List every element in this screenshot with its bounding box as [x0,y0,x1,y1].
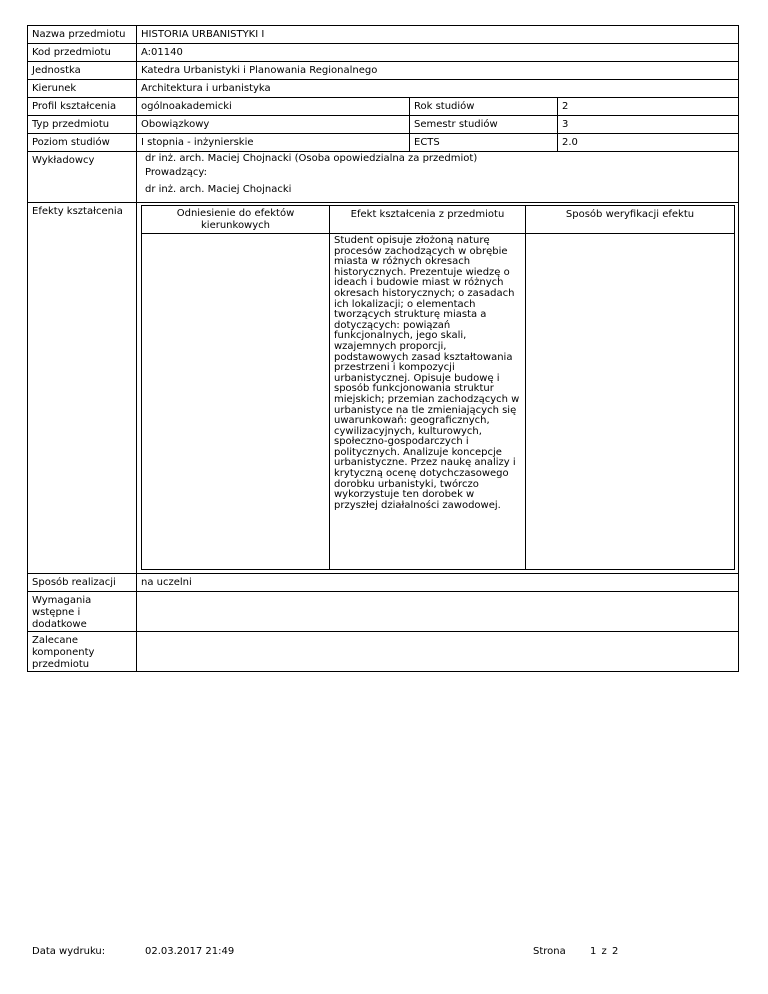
page-number: 1 z 2 [590,946,619,957]
label-kod: Kod przedmiotu [27,43,137,62]
label-zalecane: Zalecane komponenty przedmiotu [27,631,137,672]
prowadzacy-name: dr inż. arch. Maciej Chojnacki [145,184,292,195]
label-wykladowcy: Wykładowcy [27,151,137,203]
page-label: Strona [533,946,566,957]
label-ects: ECTS [409,133,558,152]
value-wymagania [136,591,739,632]
label-typ: Typ przedmiotu [27,115,137,134]
efekty-col-sposob: Sposób weryfikacji efektu [525,205,735,234]
value-rok: 2 [557,97,739,116]
efekty-col-efekt: Efekt kształcenia z przedmiotu [329,205,526,234]
value-ects: 2.0 [557,133,739,152]
efekty-cell-empty-left [141,233,330,570]
print-date-label: Data wydruku: [32,946,106,957]
value-semestr: 3 [557,115,739,134]
value-kierunek: Architektura i urbanistyka [136,79,739,98]
efekty-col-odniesienie: Odniesienie do efektów kierunkowych [141,205,330,234]
label-jednostka: Jednostka [27,61,137,80]
value-kod: A:01140 [136,43,739,62]
print-date: 02.03.2017 21:49 [145,946,235,957]
label-rok: Rok studiów [409,97,558,116]
efekty-cell-empty-right [525,233,735,570]
wykladowcy-lead: dr inż. arch. Maciej Chojnacki (Osoba opowiedzialna za przedmiot) [145,153,478,164]
value-typ: Obowiązkowy [136,115,410,134]
value-poziom: I stopnia - inżynierskie [136,133,410,152]
label-efekty: Efekty kształcenia [27,202,137,574]
value-profil: ogólnoakademicki [136,97,410,116]
label-kierunek: Kierunek [27,79,137,98]
label-nazwa: Nazwa przedmiotu [27,25,137,44]
label-semestr: Semestr studiów [409,115,558,134]
prowadzacy-label: Prowadzący: [145,167,207,178]
value-realizacja: na uczelni [136,573,739,592]
label-profil: Profil kształcenia [27,97,137,116]
label-realizacja: Sposób realizacji [27,573,137,592]
value-zalecane [136,631,739,672]
label-poziom: Poziom studiów [27,133,137,152]
value-nazwa: HISTORIA URBANISTYKI I [136,25,739,44]
label-wymagania: Wymagania wstępne i dodatkowe [27,591,137,632]
value-jednostka: Katedra Urbanistyki i Planowania Regionalnego [136,61,739,80]
efekty-description: Student opisuje złożoną naturę procesów zachodzących w obrębie miasta w różnych okresach historycznych. Prezentuje wiedzę o ideach i budowie miast w różnych okresach historycznych; o zasadach ich lokalizacji; o elementach tworzących strukturę miasta a dotyczących: powiązań funkcjonalnych, jego skali, wzajemnych proporcji, podstawowych zasad kształtowania przestrzeni i kompozycji urbanistycznej. Opisuje budowę i sposób funkcjonowania struktur miejskich; przemian zachodzących w urbanistyce na tle zmieniających się uwarunkowań: geograficznych, cywilizacyjnych, kulturowych, społeczno-gospodarczych i politycznych. Analizuje koncepcje urbanistyczne. Przez naukę analizy i krytyczną ocenę dotychczasowego dorobku urbanistyki, twórczo wykorzystuje ten dorobek w przyszłej działalności zawodowej. [329,233,526,570]
